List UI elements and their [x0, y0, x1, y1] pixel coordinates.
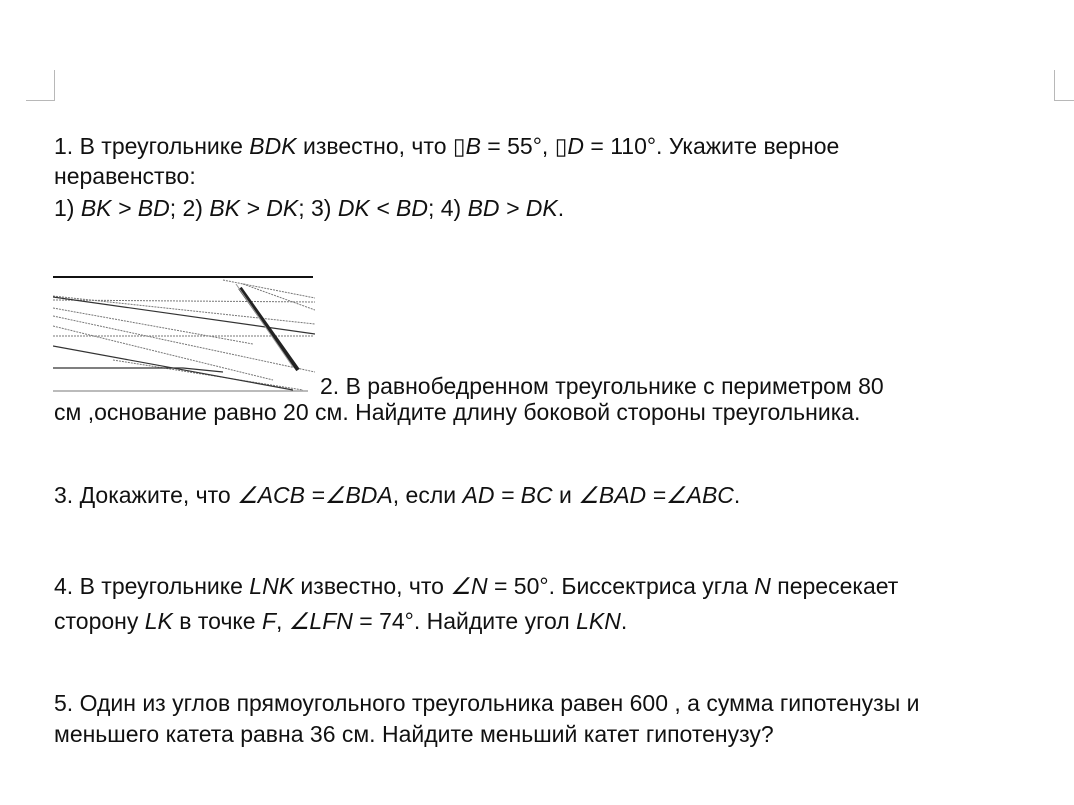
option-3: DK < BD	[337, 195, 428, 221]
task4-text: = 74°. Найдите угол	[352, 608, 577, 634]
page-margin-corner-left	[26, 70, 55, 101]
triangle-name: LNK	[249, 573, 295, 599]
angle-vertex: B	[465, 133, 481, 159]
task1-line2: неравенство:	[54, 163, 196, 189]
task4-text: = 50°. Биссектриса угла	[487, 573, 755, 599]
task1-text: 1. В треугольнике	[54, 133, 250, 159]
task4-text: сторону	[54, 608, 145, 634]
task3-text: .	[733, 482, 741, 508]
angle-label: ∠N	[450, 573, 488, 599]
vertex-label: N	[754, 573, 771, 599]
segment-equality: AD = BC	[462, 482, 553, 508]
angle-equality: ∠BAD =∠ABC	[578, 482, 734, 508]
task4-text: 4. В треугольнике	[54, 573, 250, 599]
task1-text: известно, что	[296, 133, 453, 159]
task1-options	[54, 193, 564, 223]
option-number: ; 3)	[298, 195, 338, 221]
option-2: BK > DK	[209, 195, 299, 221]
task1-line1	[54, 131, 839, 161]
task3-text: , если	[392, 482, 463, 508]
task4-text: пересекает	[770, 573, 899, 599]
angle-label: LKN	[576, 608, 621, 634]
task4-text: в точке	[172, 608, 262, 634]
side-label: LK	[144, 608, 173, 634]
task3-text: 3. Докажите, что	[54, 482, 238, 508]
option-1: BK > BD	[80, 195, 170, 221]
missing-angle-glyph: ▯	[452, 133, 466, 159]
triangle-name: BDK	[249, 133, 297, 159]
task4-text: ,	[276, 608, 289, 634]
task5-line2: меньшего катета равна 36 см. Найдите меньший катет гипотенузу?	[54, 721, 774, 747]
task2-line2: см ,основание равно 20 см. Найдите длину боковой стороны треугольника.	[54, 399, 861, 425]
task4-text: .	[620, 608, 628, 634]
option-number: ; 2)	[169, 195, 210, 221]
corrupted-figure-image	[53, 272, 315, 394]
task1-text: = 110°. Укажите верное	[583, 133, 840, 159]
point-label: F	[261, 608, 276, 634]
task4-line1	[54, 571, 898, 601]
task5-line1: 5. Один из углов прямоугольного треугольника равен 600 , а сумма гипотенузы и	[54, 690, 920, 716]
option-4: BD > DK	[467, 195, 558, 221]
task3-line	[54, 480, 740, 510]
task4-line2	[54, 606, 627, 636]
option-number: ; 4)	[427, 195, 468, 221]
angle-vertex: D	[567, 133, 584, 159]
task2-line1: 2. В равнобедренном треугольнике с периметром 80	[320, 373, 884, 399]
task4-text: известно, что	[294, 573, 451, 599]
option-number: 1)	[54, 195, 81, 221]
angle-label: ∠LFN	[288, 608, 353, 634]
option-end: .	[557, 195, 565, 221]
angle-equality: ∠ACB =∠BDA	[237, 482, 393, 508]
page-margin-corner-right	[1054, 70, 1074, 101]
missing-angle-glyph: ▯	[554, 133, 568, 159]
task1-text: = 55°,	[480, 133, 555, 159]
task3-text: и	[552, 482, 579, 508]
